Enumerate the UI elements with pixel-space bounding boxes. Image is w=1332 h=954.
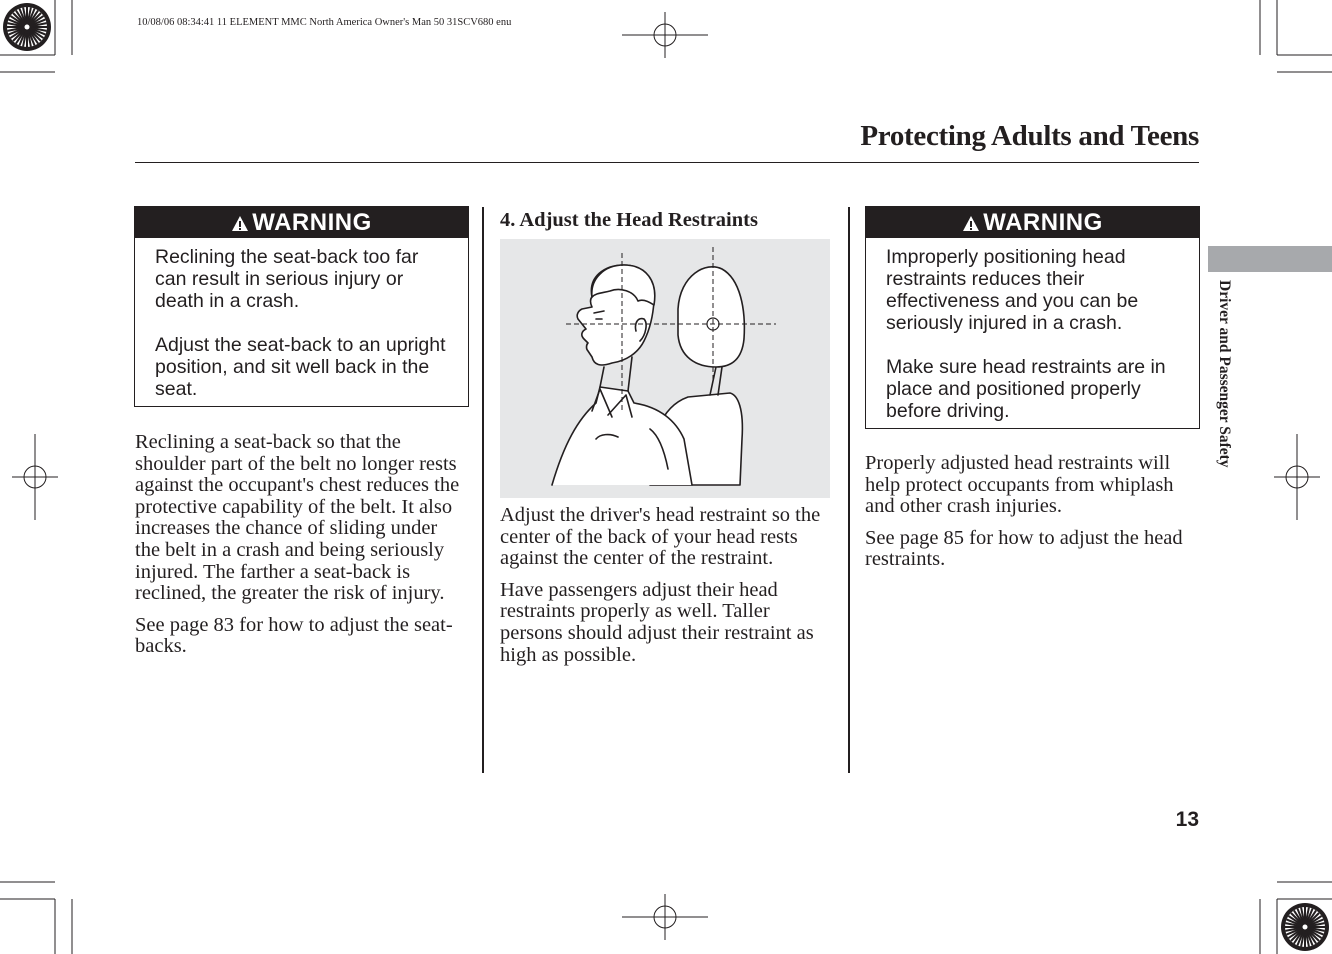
body-paragraph: See page 83 for how to adjust the seat-backs. bbox=[135, 613, 453, 658]
page-number: 13 bbox=[1175, 808, 1199, 831]
warning-box-head-restraints bbox=[865, 206, 1200, 429]
head-restraint-drawing bbox=[500, 239, 830, 498]
page-title: Protecting Adults and Teens bbox=[860, 120, 1199, 152]
warning-header bbox=[135, 207, 468, 238]
warning-paragraph: Adjust the seat-back to an upright position, and sit well back in the seat. bbox=[155, 334, 446, 400]
middle-column-text bbox=[500, 505, 830, 676]
section-tab bbox=[1208, 246, 1332, 272]
warning-icon bbox=[231, 215, 249, 232]
title-rule bbox=[135, 162, 1199, 163]
warning-paragraph: Make sure head restraints are in place and positioned properly before driving. bbox=[886, 356, 1166, 422]
body-paragraph: Have passengers adjust their head restraints properly as well. Taller persons should adjust their restraint as high as possible. bbox=[500, 578, 814, 666]
warning-paragraph: Reclining the seat-back too far can result in serious injury or death in a crash. bbox=[155, 246, 419, 312]
print-header: 10/08/06 08:34:41 11 ELEMENT MMC North America Owner's Man 50 31SCV680 enu bbox=[137, 17, 512, 28]
warning-label: WARNING bbox=[252, 209, 372, 236]
warning-box-seat-back bbox=[134, 206, 469, 407]
body-paragraph: See page 85 for how to adjust the head restraints. bbox=[865, 526, 1183, 571]
column-divider-right bbox=[848, 207, 850, 773]
warning-body bbox=[866, 238, 1199, 422]
head-restraint-illustration bbox=[500, 239, 830, 498]
warning-icon bbox=[962, 215, 980, 232]
section-heading: 4. Adjust the Head Restraints bbox=[500, 209, 758, 231]
section-tab-label bbox=[1215, 280, 1235, 510]
body-paragraph: Properly adjusted head restraints will help protect occupants from whiplash and other crash injuries. bbox=[865, 452, 1174, 518]
warning-header bbox=[866, 207, 1199, 238]
warning-body bbox=[135, 238, 468, 400]
body-paragraph: Adjust the driver's head restraint so the center of the back of your head rests against the center of the restraint. bbox=[500, 504, 821, 570]
column-divider-left bbox=[482, 207, 484, 773]
warning-label: WARNING bbox=[983, 209, 1103, 236]
left-column-text bbox=[135, 432, 465, 668]
body-paragraph: Reclining a seat-back so that the shoulder part of the belt no longer rests against the occupant's chest reduces the protective capability of the belt. It also increases the chance of sliding under the belt in a crash and being seriously injured. The farther a seat-back is reclined, the greater the risk of injury. bbox=[135, 431, 460, 605]
section-tab-text: Driver and Passenger Safety bbox=[1216, 280, 1233, 468]
right-column-text bbox=[865, 453, 1201, 581]
warning-paragraph: Improperly positioning head restraints reduces their effectiveness and you can be seriously injured in a crash. bbox=[886, 246, 1139, 334]
